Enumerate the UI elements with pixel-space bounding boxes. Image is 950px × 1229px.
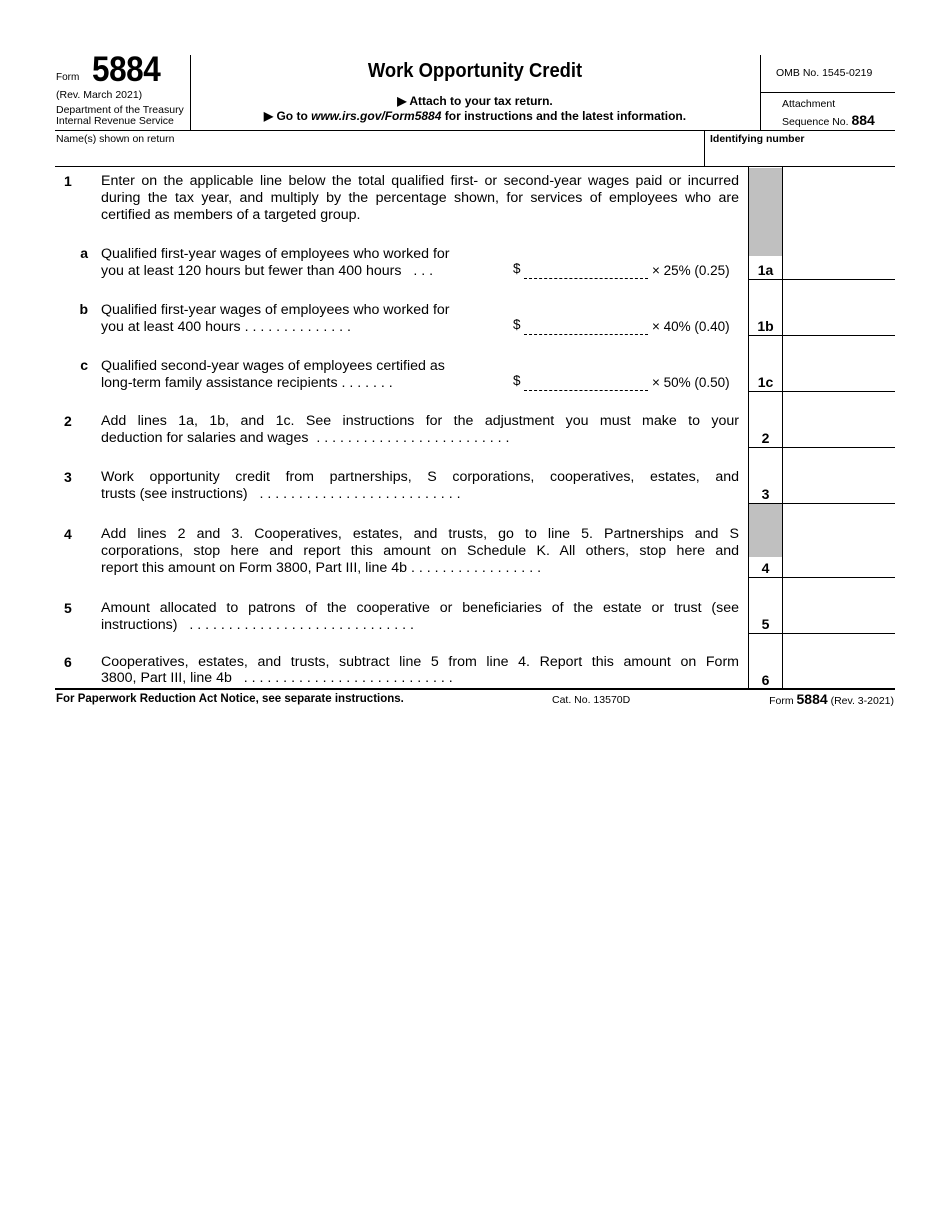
line-5-text-1: Amount allocated to patrons of the cooperative or beneficiaries of the estate or trust (see [101,600,739,616]
header-bottom-rule [55,130,895,131]
line-1c-rule [748,391,895,392]
box-label-6: 6 [761,672,770,688]
box-label-1b: 1b [757,318,774,334]
footer-form-number: 5884 [796,691,828,707]
line-5-amount-input[interactable] [784,612,894,632]
line-1a-amount-input[interactable] [784,258,894,278]
line-1c-text-2a: long-term family assistance recipients [101,375,338,391]
line-1b-text-2a: you at least 400 hours [101,319,241,335]
line-letter-1c: c [80,357,88,373]
attachment-label: Attachment [782,98,836,110]
line-1c-text-2 [101,375,393,392]
line-5-leader-dots: . . . . . . . . . . . . . . . . . . . . . . . . . . . . . [189,617,414,633]
line-1a-wages-input[interactable] [524,264,648,279]
line-5-rule [748,633,895,634]
names-label: Name(s) shown on return [56,133,175,145]
paperwork-notice: For Paperwork Reduction Act Notice, see separate instructions. [56,693,404,705]
box-column-right-rule [782,167,783,689]
line-4-text-2: corporations, stop here and report this amount on Schedule K. All others, stop here and [101,543,739,559]
line-1c-multiplier: × 50% (0.50) [652,375,730,390]
line-6-leader-dots: . . . . . . . . . . . . . . . . . . . . . . . . . . . [243,670,453,686]
footer-form-id [769,691,894,707]
goto-suffix: for instructions and the latest information. [441,109,687,123]
box-label-1c: 1c [757,374,774,390]
line-number-3: 3 [64,469,72,485]
line-1b-rule [748,335,895,336]
names-input[interactable] [56,146,701,164]
line-1c-wages-input[interactable] [524,376,648,391]
line-1a-text-2a: you at least 120 hours but fewer than 400 hours [101,263,402,279]
footer-revision: (Rev. 3-2021) [830,695,894,707]
line-4-leader-dots: . . . . . . . . . . . . . . . . . [410,560,542,576]
line-letter-1b: b [79,301,88,317]
line-3-text-2a: trusts (see instructions) [101,486,248,502]
line-1b-text-1: Qualified first-year wages of employees who worked for [101,302,450,318]
line-1a-multiplier: × 25% (0.25) [652,263,730,278]
line-1b-amount-input[interactable] [784,314,894,334]
form-title: Work Opportunity Credit [367,60,583,82]
line-1c-amount-input[interactable] [784,370,894,390]
line-1c-dollar-sign: $ [513,373,521,388]
line-number-1: 1 [64,173,72,189]
line-4-rule [748,577,895,578]
line-1c-leader-dots: . . . . . . . [341,375,393,391]
line-1b-leader-dots: . . . . . . . . . . . . . . [244,319,351,335]
box-label-1a: 1a [757,262,774,278]
line-2-rule [748,447,895,448]
line-1a-text-2 [101,263,433,280]
body-top-rule [55,166,895,167]
line-number-6: 6 [64,654,72,670]
footer-form-word: Form [769,695,794,707]
line-1a-dollar-sign: $ [513,261,521,276]
line-6-text-2 [101,670,453,687]
line-1b-multiplier: × 40% (0.40) [652,319,730,334]
goto-prefix: ▶ Go to [263,109,312,123]
line-2-text-1: Add lines 1a, 1b, and 1c. See instructions for the adjustment you must make to your [101,413,739,429]
line-1b-wages-input[interactable] [524,320,648,335]
goto-url[interactable]: www.irs.gov/Form5884 [311,109,442,123]
line-6-text-2a: 3800, Part III, line 4b [101,670,232,686]
attach-instruction: ▶ Attach to your tax return. [397,94,553,108]
line-6-text-1: Cooperatives, estates, and trusts, subtract line 5 from line 4. Report this amount on Form [101,654,739,670]
line-1b-dollar-sign: $ [513,317,521,332]
line-1a-text-1: Qualified first-year wages of employees who worked for [101,246,450,262]
line-2-text-2a: deduction for salaries and wages [101,430,309,446]
body-bottom-rule [55,688,895,690]
line-1-text: Enter on the applicable line below the total qualified first- or second-year wages paid or incurred during the tax year, and multiply by the percentage shown, for services of employees who are certified as members of a targeted group. [101,173,739,223]
sequence-number: 884 [851,112,875,128]
line-4-text-3a: report this amount on Form 3800, Part III, line 4b [101,560,407,576]
service-name: Internal Revenue Service [56,115,174,127]
line-letter-1a: a [80,245,88,261]
shaded-cell-line4 [749,504,782,557]
department-name: Department of the Treasury [56,104,184,116]
box-label-3: 3 [761,486,770,502]
line-2-leader-dots: . . . . . . . . . . . . . . . . . . . . . . . . . [316,430,510,446]
line-4-text-3 [101,560,541,577]
line-1b-text-2 [101,319,351,336]
id-input[interactable] [710,146,892,164]
line-2-amount-input[interactable] [784,425,894,445]
name-id-divider [704,130,705,167]
line-3-text-2 [101,486,461,503]
line-4-text-1: Add lines 2 and 3. Cooperatives, estates, and trusts, go to line 5. Partnerships and S [101,526,739,542]
line-number-5: 5 [64,600,72,616]
line-5-text-2 [101,617,414,634]
line-4-amount-input[interactable] [784,556,894,576]
sequence-label [782,112,875,128]
line-1a-leader-dots: . . . [413,263,434,279]
box-label-4: 4 [761,560,770,576]
catalog-number: Cat. No. 13570D [552,694,631,706]
shaded-cell-line1 [749,168,782,256]
line-3-leader-dots: . . . . . . . . . . . . . . . . . . . . . . . . . . [259,486,461,502]
box-label-2: 2 [761,430,770,446]
form-label: Form [56,72,80,83]
line-2-text-2 [101,430,509,447]
box-label-5: 5 [761,616,770,632]
form-number: 5884 [92,50,161,89]
line-6-amount-input[interactable] [784,667,894,687]
line-number-4: 4 [64,526,72,542]
sequence-text: Sequence No. [782,116,849,128]
revision-date: (Rev. March 2021) [56,89,143,101]
id-label: Identifying number [710,133,805,145]
line-3-text-1: Work opportunity credit from partnerships, S corporations, cooperatives, estates, and [101,469,739,485]
line-1c-text-1: Qualified second-year wages of employees certified as [101,358,445,374]
line-3-amount-input[interactable] [784,481,894,501]
goto-instruction [190,109,760,123]
line-1a-rule [748,279,895,280]
omb-number: OMB No. 1545-0219 [776,67,873,79]
omb-divider [760,92,895,93]
line-number-2: 2 [64,413,72,429]
line-5-text-2a: instructions) [101,617,178,633]
